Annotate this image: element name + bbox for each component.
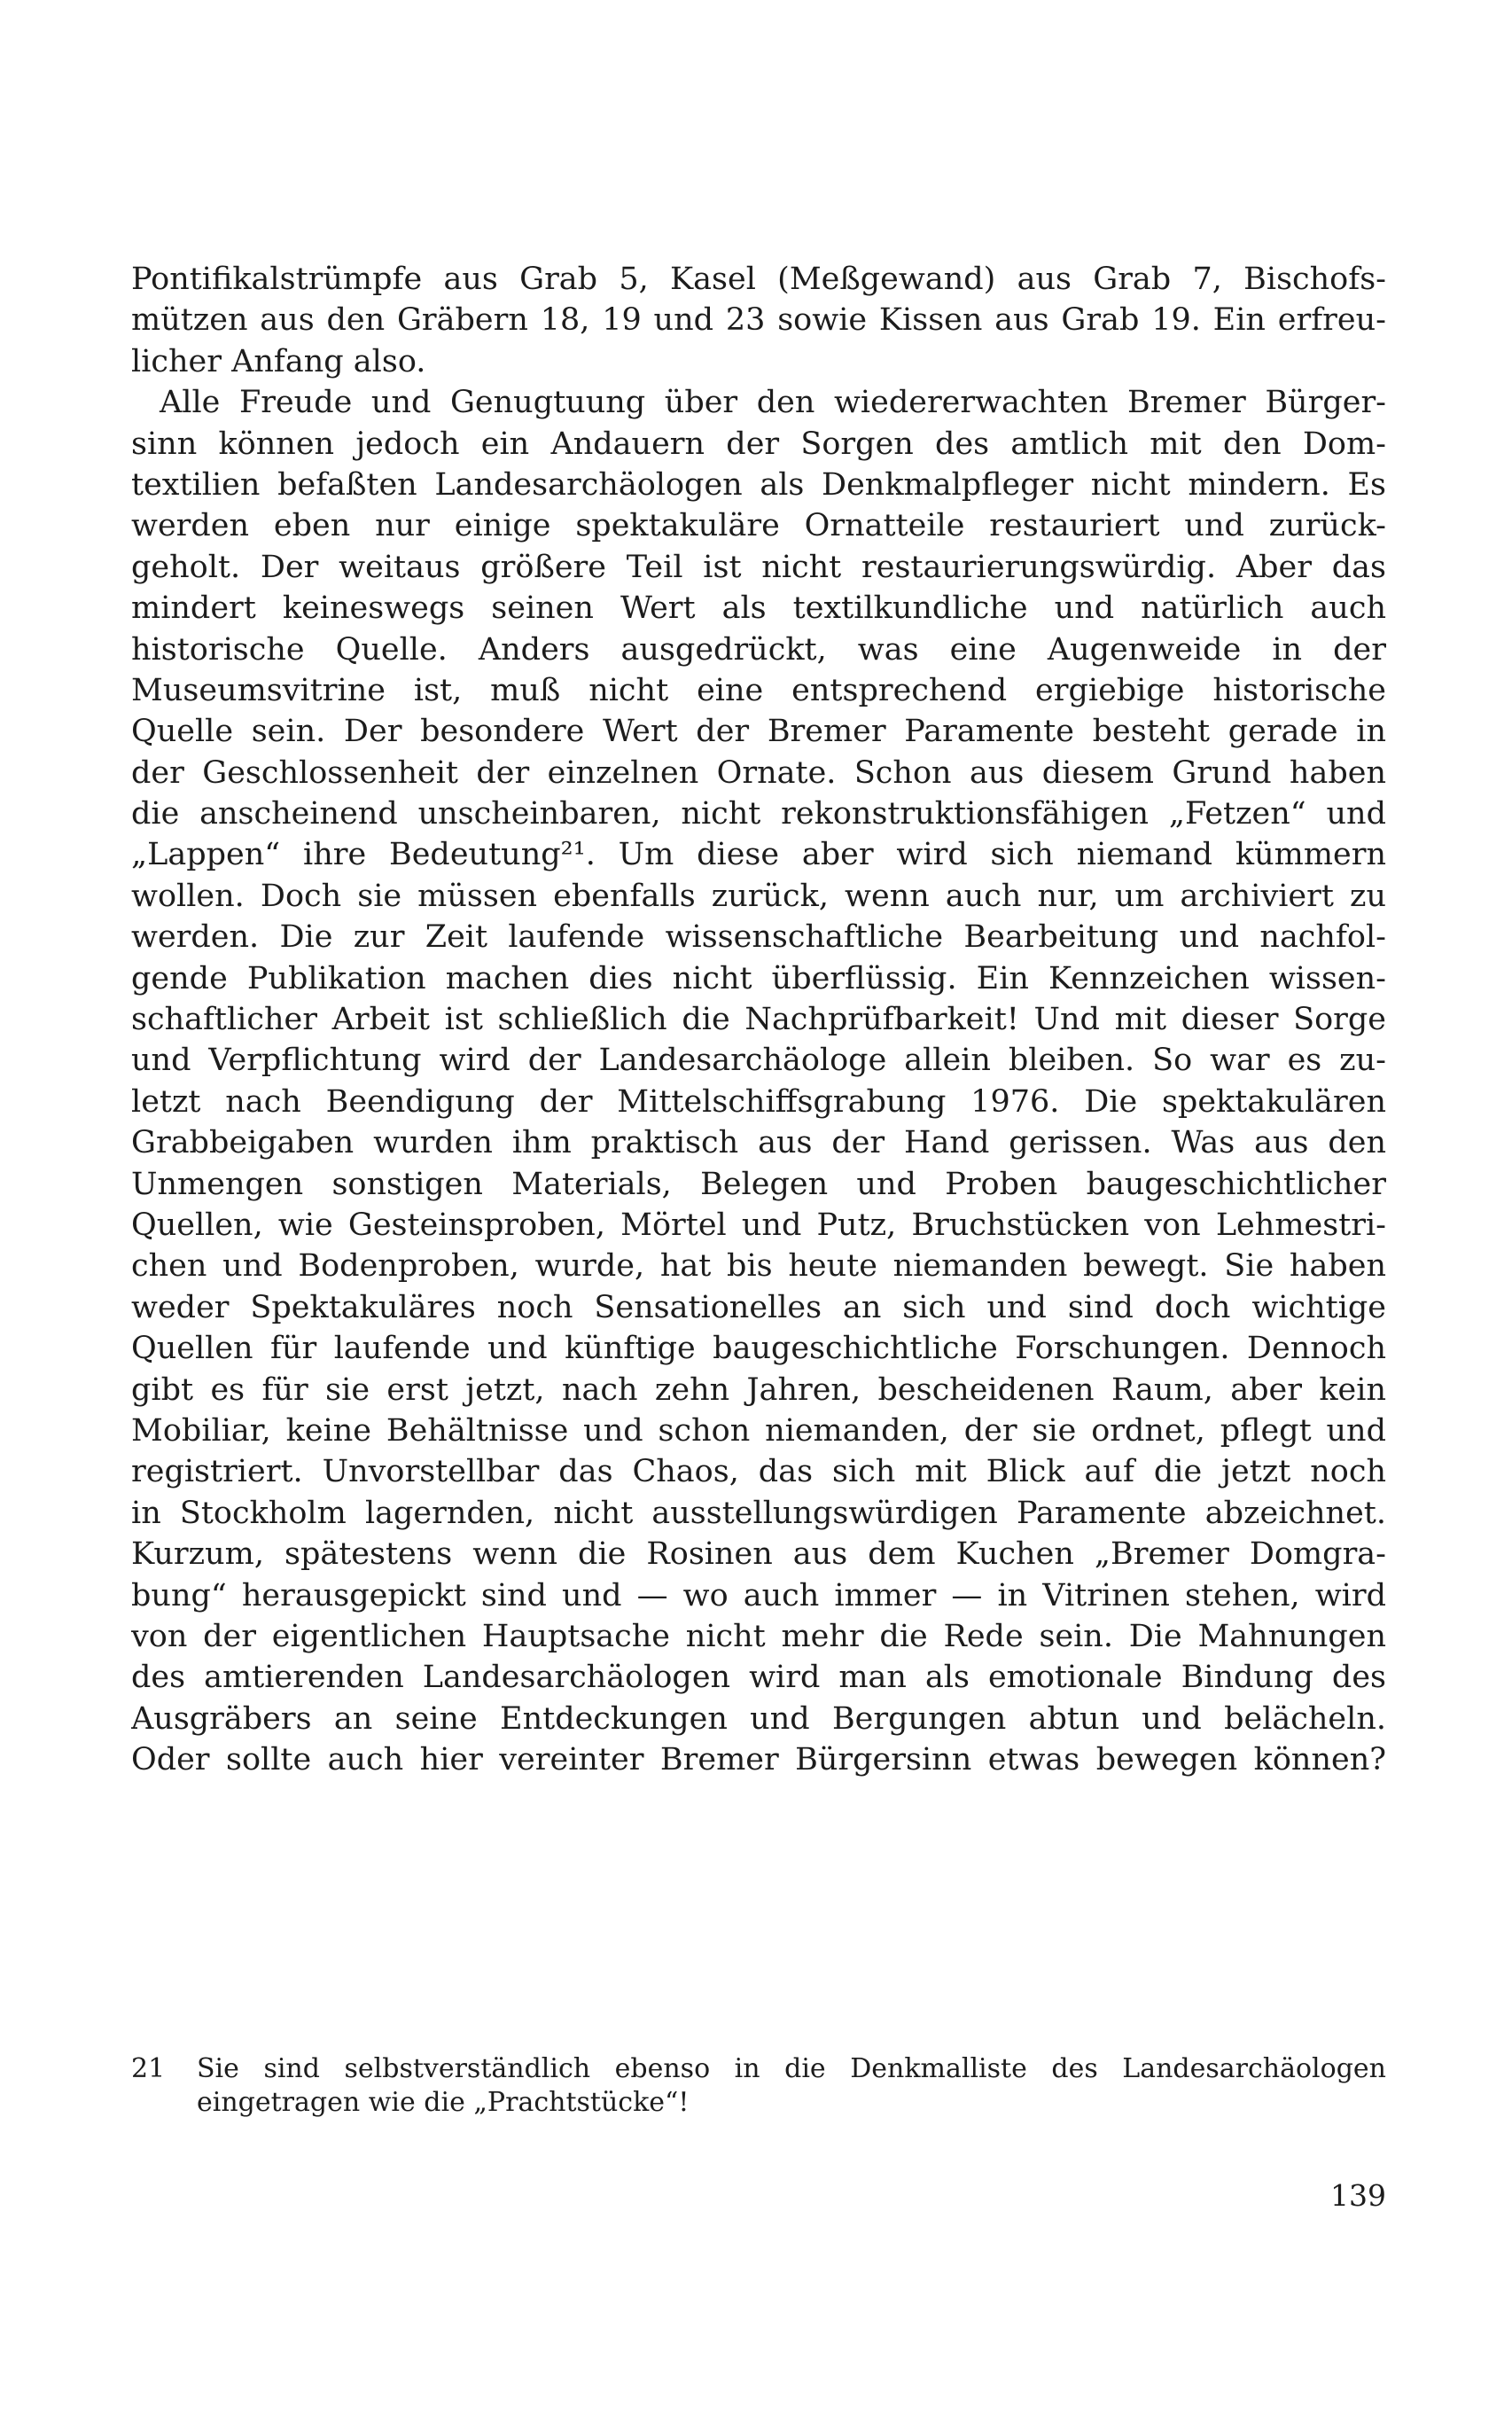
text-line: Quellen für laufende und künftige baugeschichtliche Forschungen. Dennoch xyxy=(131,1331,1386,1367)
text-line: Ausgräbers an seine Entdeckungen und Bergungen abtun und belächeln. xyxy=(131,1700,1386,1737)
text-line: Quelle sein. Der besondere Wert der Bremer Paramente besteht gerade in xyxy=(131,714,1386,750)
text-line: werden eben nur einige spektakuläre Ornatteile restauriert und zurück- xyxy=(131,508,1386,544)
footnote xyxy=(131,2052,1386,2120)
text-line: mützen aus den Gräbern 18, 19 und 23 sowie Kissen aus Grab 19. Ein erfreu- xyxy=(131,302,1386,339)
text-line: werden. Die zur Zeit laufende wissenschaftliche Bearbeitung und nachfol- xyxy=(131,919,1386,956)
text-line: Quellen, wie Gesteinsproben, Mörtel und Putz, Bruchstücken von Lehmestri- xyxy=(131,1207,1386,1243)
text-line: Grabbeigaben wurden ihm praktisch aus der Hand gerissen. Was aus den xyxy=(131,1125,1386,1161)
text-line: chen und Bodenproben, wurde, hat bis heute niemanden bewegt. Sie haben xyxy=(131,1248,1386,1285)
text-line: die anscheinend unscheinbaren, nicht rekonstruktionsfähigen „Fetzen“ und xyxy=(131,796,1386,832)
footnote-number: 21 xyxy=(131,2053,166,2084)
text-line: historische Quelle. Anders ausgedrückt, was eine Augenweide in der xyxy=(131,631,1386,668)
text-line: Oder sollte auch hier vereinter Bremer Bürgersinn etwas bewegen können? xyxy=(131,1742,1386,1778)
footnote-line: Sie sind selbstverständlich ebenso in die Denkmalliste des Landesarchäologen xyxy=(197,2053,1386,2084)
text-line: licher Anfang also. xyxy=(131,343,426,379)
text-line: Pontifikalstrümpfe aus Grab 5, Kasel (Meßgewand) aus Grab 7, Bischofs- xyxy=(131,262,1386,297)
text-line: textilien befaßten Landesarchäologen als Denkmalpfleger nicht mindern. Es xyxy=(131,466,1386,503)
text-line: Kurzum, spätestens wenn die Rosinen aus dem Kuchen „Bremer Domgra- xyxy=(131,1536,1386,1573)
page-number: 139 xyxy=(1330,2178,1386,2213)
text-line: letzt nach Beendigung der Mittelschiffsgrabung 1976. Die spektakulären xyxy=(131,1083,1386,1120)
text-line: Museumsvitrine ist, muß nicht eine entsprechend ergiebige historische xyxy=(131,672,1386,708)
text-line: wollen. Doch sie müssen ebenfalls zurück, wenn auch nur, um archiviert zu xyxy=(131,878,1386,914)
text-line: weder Spektakuläres noch Sensationelles an sich und sind doch wichtige xyxy=(131,1289,1386,1325)
footnote-row xyxy=(131,2052,1386,2120)
text-line: „Lappen“ ihre Bedeutung²¹. Um diese aber wird sich niemand kümmern xyxy=(131,837,1386,873)
text-line: der Geschlossenheit der einzelnen Ornate. Schon aus diesem Grund haben xyxy=(131,754,1386,791)
text-line: und Verpflichtung wird der Landesarchäologe allein bleiben. So war es zu- xyxy=(131,1043,1386,1079)
text-line: geholt. Der weitaus größere Teil ist nicht restaurierungswürdig. Aber das xyxy=(131,549,1386,585)
text-line: gibt es für sie erst jetzt, nach zehn Jahren, bescheidenen Raum, aber kein xyxy=(131,1371,1386,1408)
text-line: bung“ herausgepickt sind und — wo auch immer — in Vitrinen stehen, wird xyxy=(131,1577,1386,1613)
main-text-block xyxy=(131,259,1386,1780)
footnote-line: eingetragen wie die „Prachtstücke“! xyxy=(197,2087,690,2118)
text-line: von der eigentlichen Hauptsache nicht mehr die Rede sein. Die Mahnungen xyxy=(131,1618,1386,1654)
text-line: Mobiliar, keine Behältnisse und schon niemanden, der sie ordnet, pflegt und xyxy=(131,1412,1386,1449)
footnote-text xyxy=(197,2052,1386,2120)
text-line: schaftlicher Arbeit ist schließlich die Nachprüfbarkeit! Und mit dieser Sorge xyxy=(131,1002,1386,1038)
text-line: sinn können jedoch ein Andauern der Sorgen des amtlich mit den Dom- xyxy=(131,426,1386,462)
text-line: Alle Freude und Genugtuung über den wiedererwachten Bremer Bürger- xyxy=(160,385,1386,421)
text-line: mindert keineswegs seinen Wert als textilkundliche und natürlich auch xyxy=(131,590,1386,627)
text-line: gende Publikation machen dies nicht überflüssig. Ein Kennzeichen wissen- xyxy=(131,960,1386,996)
text-line: des amtierenden Landesarchäologen wird man als emotionale Bindung des xyxy=(131,1660,1386,1696)
text-line: registriert. Unvorstellbar das Chaos, das sich mit Blick auf die jetzt noch xyxy=(131,1454,1386,1490)
text-line: in Stockholm lagernden, nicht ausstellungswürdigen Paramente abzeichnet. xyxy=(131,1495,1386,1531)
text-line: Unmengen sonstigen Materials, Belegen und Proben baugeschichtlicher xyxy=(131,1166,1386,1202)
